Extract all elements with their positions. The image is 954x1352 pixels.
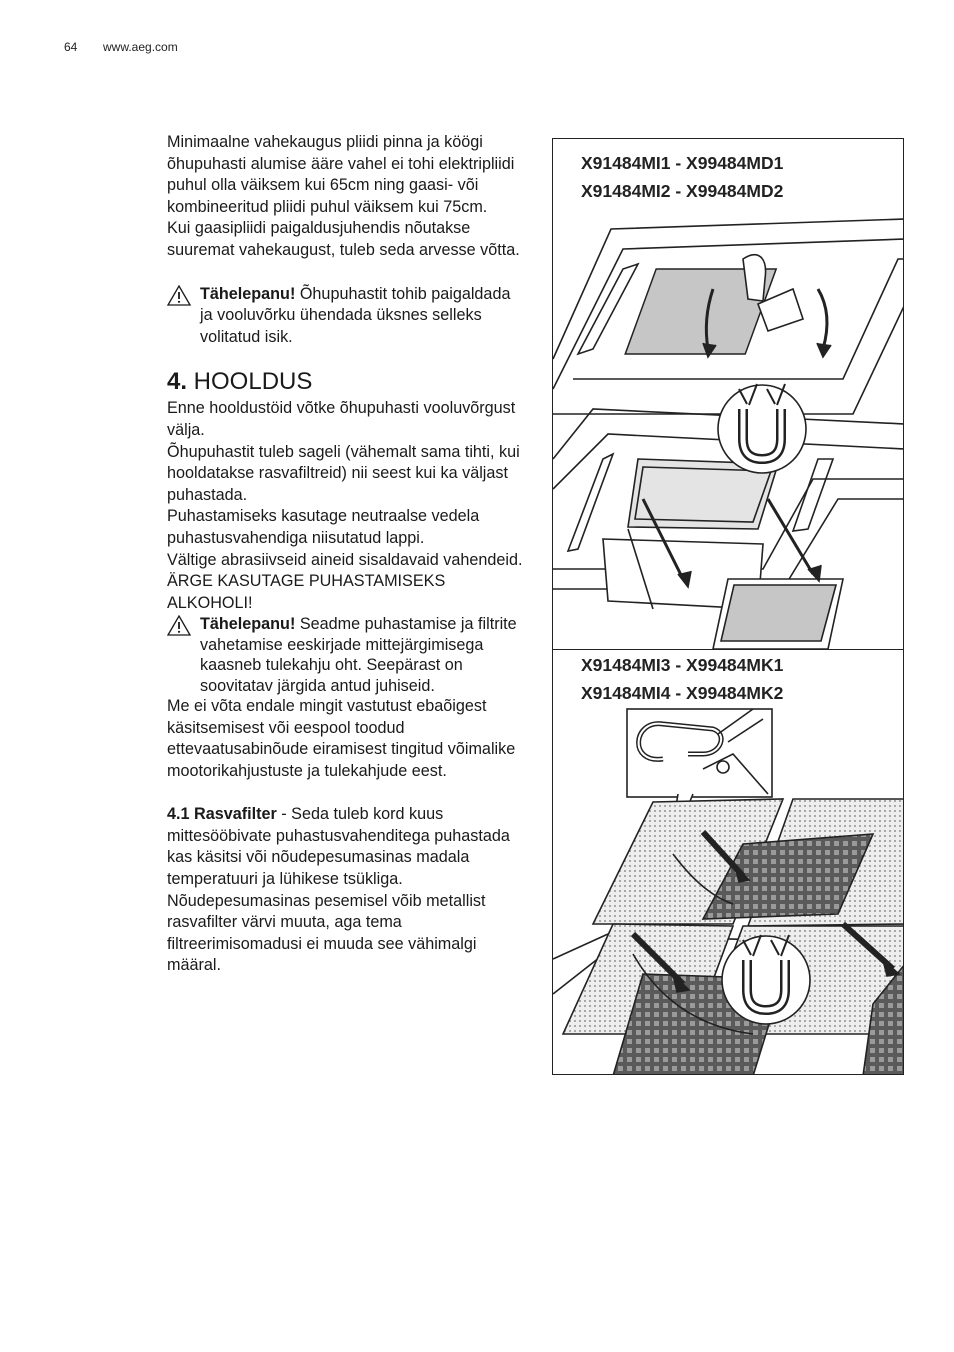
main-text-column [167, 132, 527, 977]
installation-warning [167, 284, 527, 349]
model-label: X91484MI4 - X99484MK2 [581, 683, 784, 703]
warning-label: Tähelepanu! [200, 615, 296, 634]
maintenance-paragraph-3: Puhastamiseks kasutage neutraalse vedela puhastusvahendiga niisutatud lappi. [167, 507, 480, 547]
maintenance-paragraph-5: ÄRGE KASUTAGE PUHASTAMISEKS ALKOHOLI! [167, 572, 446, 612]
section-number: 4. [167, 368, 188, 396]
filter-removal-illustration [552, 138, 904, 1075]
maintenance-paragraph-4: Vältige abrasiivseid aineid sisaldavaid vahendeid. [167, 550, 523, 569]
intro-paragraph-2: Kui gaasipliidi paigaldusjuhendis nõutakse suuremat vahekaugust, tuleb seda arvesse võtta. [167, 219, 520, 259]
bottom-installation-drawing [553, 704, 904, 1075]
warning-triangle-icon [167, 615, 191, 636]
maintenance-paragraph-6: Me ei võta endale mingit vastutust ebaõigest käsitsemisest või eespool toodud ettevaatusabinõude eiramisest tingitud võimalike mootorikahjustuste ja tulekahjude eest. [167, 696, 516, 780]
subsection-text: - Seda tuleb kord kuus mittesööbivate puhastusvahenditega puhastada kas käsitsi või nõudepesumasinas madala temperatuuri ja lühikese tsükliga. [167, 805, 510, 889]
maintenance-paragraph-2: Õhupuhastit tuleb sageli (vähemalt sama tihti, kui hooldatakse rasvafiltreid) nii seest kui ka väljast puhastada. [167, 442, 520, 504]
warning-text: Seadme puhastamise ja filtrite vahetamise eeskirjade mittejärgimisega kaasneb tulekahju oht. Seepärast on soovitatav järgida antud juhiseid. [200, 615, 517, 695]
model-label: X91484MI1 - X99484MD1 [581, 153, 784, 173]
page-number: 64 [64, 40, 78, 54]
warning-label: Tähelepanu! [200, 284, 296, 303]
top-installation-drawing [553, 209, 904, 649]
subsection-title: 4.1 Rasvafilter [167, 805, 277, 824]
model-label: X91484MI2 - X99484MD2 [581, 181, 784, 201]
website-url: www.aeg.com [103, 40, 178, 54]
grease-filter-paragraph [167, 804, 527, 890]
section-heading [167, 368, 527, 396]
section-title: HOOLDUS [187, 368, 313, 396]
intro-paragraph-1: Minimaalne vahekaugus pliidi pinna ja köögi õhupuhasti alumise ääre vahel ei tohi elektripliidi puhul olla väiksem kui 65cm ning gaasi- või kombineeritud pliidi puhul väiksem kui 75cm. [167, 133, 515, 216]
maintenance-warning [167, 614, 527, 696]
model-label: X91484MI3 - X99484MK1 [581, 655, 784, 675]
maintenance-paragraph-1: Enne hooldustöid võtke õhupuhasti vooluvõrgust välja. [167, 399, 516, 439]
warning-text: Õhupuhastit tohib paigaldada ja vooluvõrku ühendada üksnes selleks volitatud isik. [200, 284, 511, 346]
grease-filter-paragraph-2: Nõudepesumasinas pesemisel võib metallist rasvafilter värvi muuta, aga tema filtreerimisomadusi ei muuda see vähimalgi määral. [167, 891, 486, 975]
warning-triangle-icon [167, 285, 191, 306]
